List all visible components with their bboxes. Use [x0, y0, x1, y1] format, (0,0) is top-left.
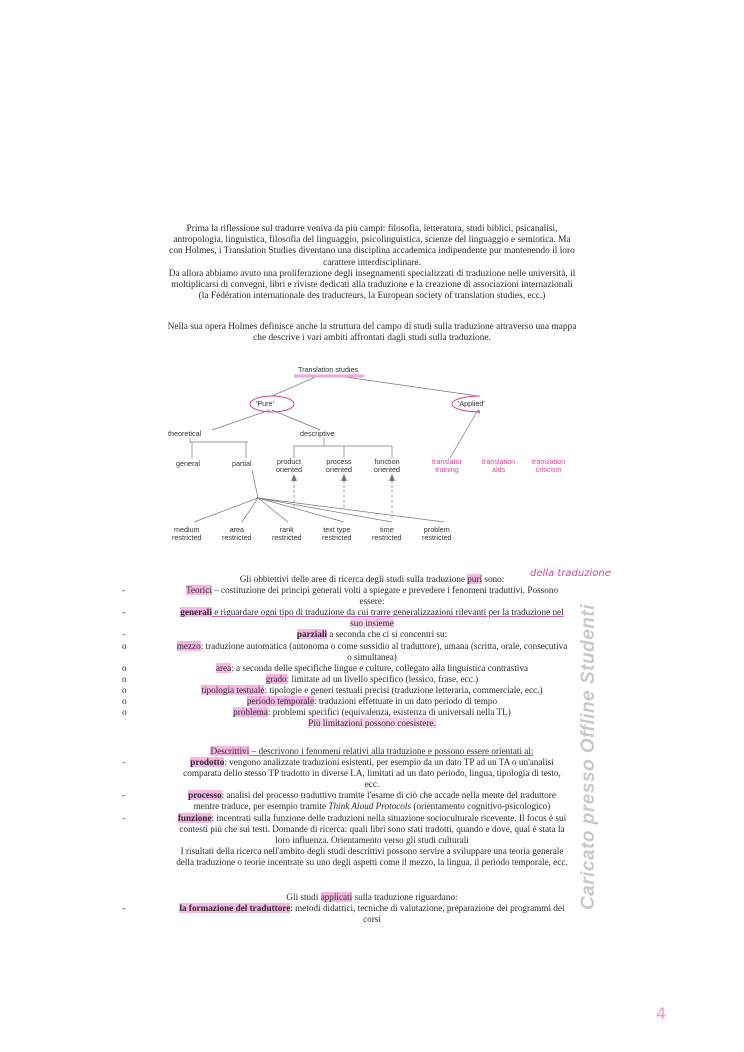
circle-bullet: o [122, 673, 127, 684]
formazione-row [122, 903, 622, 914]
heading-highlight: applicati [320, 892, 353, 902]
node-line: translator [432, 457, 462, 466]
think-aloud-italic: Think Aloud Protocols [328, 801, 412, 812]
processo-label: processo [188, 790, 222, 801]
node-area-restricted [222, 526, 252, 541]
applicati-section [122, 892, 622, 925]
processo-text-cont: (orientamento cognitivo-psicologico) [411, 801, 551, 812]
node-process-oriented [326, 458, 352, 473]
grado-row [122, 674, 622, 685]
mezzo-row [122, 641, 622, 652]
node-line: product [277, 457, 301, 466]
node-translation-criticism [532, 458, 565, 473]
descrittivi-text: – descrivono i fenomeni relativi alla traduzione e possono essere orientati al: [249, 746, 534, 756]
node-descriptive: descriptive [300, 429, 335, 438]
limitazioni-wrap [122, 718, 622, 729]
area-label: area [215, 662, 232, 673]
node-line: translation [532, 457, 566, 466]
processo-cont [122, 801, 622, 812]
intro-paragraph [132, 224, 612, 302]
processo-text: : analisi del processo traduttivo tramite l'esame di ciò che accade nella mente del traduttore [221, 790, 556, 801]
teorici-text: – costituzione dei principi generali volti a spiegare e prevedere i fenomeni traduttivi. Possono [211, 585, 559, 596]
dash-bullet: - [122, 812, 126, 823]
node-line: rank [279, 525, 294, 534]
prodotto-label: prodotto [190, 757, 225, 768]
node-line: oriented [374, 464, 400, 474]
node-problem-restricted [422, 526, 452, 541]
dash-bullet: - [122, 790, 126, 801]
problema-text: : problemi specifici (equivalenza, esistenza di universali nella TL) [267, 707, 511, 718]
heading-text: sulla traduzione riguardano: [352, 892, 458, 902]
node-general: general [176, 459, 200, 468]
formazione-text-cont: corsi [363, 914, 381, 925]
tipologia-label: tipologia testuale [201, 684, 265, 695]
node-translator-training [432, 458, 462, 473]
node-translation-aids [482, 458, 515, 473]
prodotto-text: : vengono analizzate traduzioni esistenti, per esempio da un dato TP ad un TA o un'analisi [224, 757, 554, 768]
dash-bullet: - [122, 903, 126, 914]
descrittivi-label: Descrittivi [210, 746, 250, 756]
limitazioni-text: Più limitazioni possono coesistere. [308, 718, 436, 729]
objectives-section [122, 574, 622, 729]
intro-line: con Holmes, i Translation Studies diventano una disciplina accademica indipendente pur mantenendo il loro [169, 246, 575, 257]
mezzo-label: mezzo [176, 640, 201, 651]
problema-label: problema [233, 707, 268, 718]
problema-row [122, 707, 622, 718]
node-function-oriented [374, 458, 400, 473]
node-line: restricted [272, 532, 302, 542]
periodo-label: periodo temporale [246, 696, 315, 707]
circle-bullet: o [122, 640, 127, 651]
node-line: restricted [322, 532, 352, 542]
map-paragraph [132, 322, 612, 344]
generali-text-cont: suo insieme [350, 618, 394, 629]
handwritten-note: della traduzione [530, 568, 611, 579]
node-line: restricted [372, 532, 402, 542]
generali-row [122, 607, 622, 618]
intro-line: Da allora abbiamo avuto una proliferazione degli insegnamenti specializzati di traduzione nelle università, il [168, 268, 576, 279]
area-row [122, 663, 622, 674]
node-line: restricted [172, 532, 202, 542]
parziali-label: parziali [296, 629, 327, 640]
node-product-oriented [276, 458, 302, 473]
heading-text: sono: [482, 574, 505, 584]
circle-bullet: o [122, 662, 127, 673]
intro-line: Prima la riflessione sul tradurre veniva da più campi: filosofia, letteratura, studi biblici, psicanalisi, [186, 224, 558, 234]
descrittivi-section [122, 746, 622, 868]
descrittivi-row [122, 746, 622, 757]
intro-line: moltiplicarsi di convegni, libri e riviste dedicati alla traduzione e la creazione di associazioni internazionali [171, 280, 573, 291]
mezzo-text: : traduzione automatica (autonoma o come sussidio al traduttore), umana (scritta, orale, consecutiva [200, 640, 568, 651]
circle-bullet: o [122, 707, 127, 718]
node-applied: 'Applied' [458, 399, 485, 408]
map-line: che descrive i vari ambiti affrontati dagli studi sulla traduzione. [253, 333, 491, 344]
prodotto-text-cont: ecc. [364, 779, 380, 790]
teorici-row [122, 585, 622, 596]
generali-cont-wrap [122, 618, 622, 629]
risultati-text-cont: della traduzione o teorie incentrate su uno degli aspetti come il mezzo, la lingua, il periodo temporale, ecc. [176, 856, 568, 867]
tipologia-row [122, 685, 622, 696]
node-pure: 'Pure' [256, 399, 274, 408]
circle-bullet: o [122, 696, 127, 707]
node-line: medium [173, 525, 200, 534]
mezzo-text-cont: o simultanea) [347, 651, 397, 662]
formazione-label: la formazione del traduttore [179, 903, 291, 914]
dash-bullet: - [122, 629, 126, 640]
dash-bullet: - [122, 585, 126, 596]
node-line: training [435, 464, 459, 474]
node-partial: partial [232, 459, 252, 468]
parziali-row [122, 629, 622, 640]
funzione-label: funzione [177, 812, 212, 823]
processo-row [122, 790, 622, 801]
dash-bullet: - [122, 757, 126, 768]
circle-bullet: o [122, 684, 127, 695]
tipologia-text: : tipologie e generi testuali precisi (traduzione letteraria, commerciale, ecc.) [264, 684, 543, 695]
node-rank-restricted [272, 526, 302, 541]
watermark: Caricato presso Offline Studenti [578, 604, 599, 910]
heading-highlight: puri [467, 574, 483, 584]
area-text: : a seconda delle specifiche lingue e culture, collegato alla linguistica contrastiva [231, 662, 529, 673]
applicati-heading [122, 892, 622, 903]
node-line: text type [323, 525, 351, 534]
teorici-text-cont: essere: [359, 596, 385, 607]
grado-label: grado [265, 673, 287, 684]
node-line: function [374, 457, 400, 466]
prodotto-text-cont: comparata dello stesso TP tradotto in diverse LA, limitati ad un dato periodo, lingua, tipologia di testo, [183, 768, 561, 779]
grado-text: : limitate ad un livello specifico (lessico, frase, ecc.) [286, 673, 479, 684]
page-number: 4 [656, 1004, 667, 1023]
node-line: criticism [535, 464, 562, 474]
map-line: Nella sua opera Holmes definisce anche la struttura del campo di studi sulla traduzione attraverso una mappa [167, 322, 577, 332]
periodo-row [122, 696, 622, 707]
node-line: problem [423, 525, 450, 534]
node-theoretical: theoretical [168, 429, 202, 438]
node-translation-studies: Translation studies [298, 365, 359, 374]
funzione-text: : incentrati sulla funzione delle traduzioni nella situazione socioculturale ricevente. Il focus è sui [211, 812, 567, 823]
intro-line: carattere interdisciplinare. [323, 257, 421, 268]
risultati-text: I risultati della ricerca nell'ambito degli studi descrittivi possono servire a sviluppare una teoria generale [180, 845, 564, 856]
holmes-map-diagram [160, 362, 485, 552]
formazione-text: : metodi didattici, tecniche di valutazione, preparazione dei programmi dei [290, 903, 565, 914]
dash-bullet: - [122, 607, 126, 618]
node-line: restricted [422, 532, 452, 542]
funzione-text-cont: loro influenza. Orientamento verso gli studi culturali [275, 834, 469, 845]
generali-text: e riguardare ogni tipo di traduzione da cui trarre generalizzazioni rilevanti per la traduzione nel [211, 607, 564, 618]
heading-text: Gli obbiettivi delle aree di ricerca degli studi sulla traduzione [239, 574, 468, 584]
node-line: area [229, 525, 244, 534]
parziali-text: a seconda che ci si concentri su: [326, 629, 448, 640]
node-line: oriented [276, 464, 302, 474]
funzione-row [122, 813, 622, 824]
node-medium-restricted [172, 526, 202, 541]
generali-label: generali [180, 607, 212, 618]
node-line: restricted [222, 532, 252, 542]
heading-text: Gli studi [286, 892, 321, 902]
node-line: time [379, 525, 394, 534]
node-line: process [326, 457, 352, 466]
funzione-text-cont: contesti più che sui testi. Domande di ricerca: quali libri sono stati tradotti, quando e dove, qual è stata la [179, 823, 565, 834]
teorici-label: Teorici [185, 585, 212, 596]
node-line: oriented [326, 464, 352, 474]
node-line: aids [491, 464, 506, 474]
prodotto-row [122, 757, 622, 768]
node-text-type-restricted [322, 526, 352, 541]
processo-text-cont: mentre traduce, per esempio tramite [193, 801, 329, 812]
intro-line: (la Fédération internationale des traducteurs, la European society of translation studies, ecc.) [198, 291, 546, 302]
intro-line: antropologia, linguistica, filosofia del linguaggio, psicolinguistica, scienze del linguaggio e semiotica. Ma [173, 235, 571, 246]
node-line: translation [482, 457, 516, 466]
node-time-restricted [372, 526, 402, 541]
periodo-text: : traduzioni effettuate in un dato periodo di tempo [314, 696, 498, 707]
